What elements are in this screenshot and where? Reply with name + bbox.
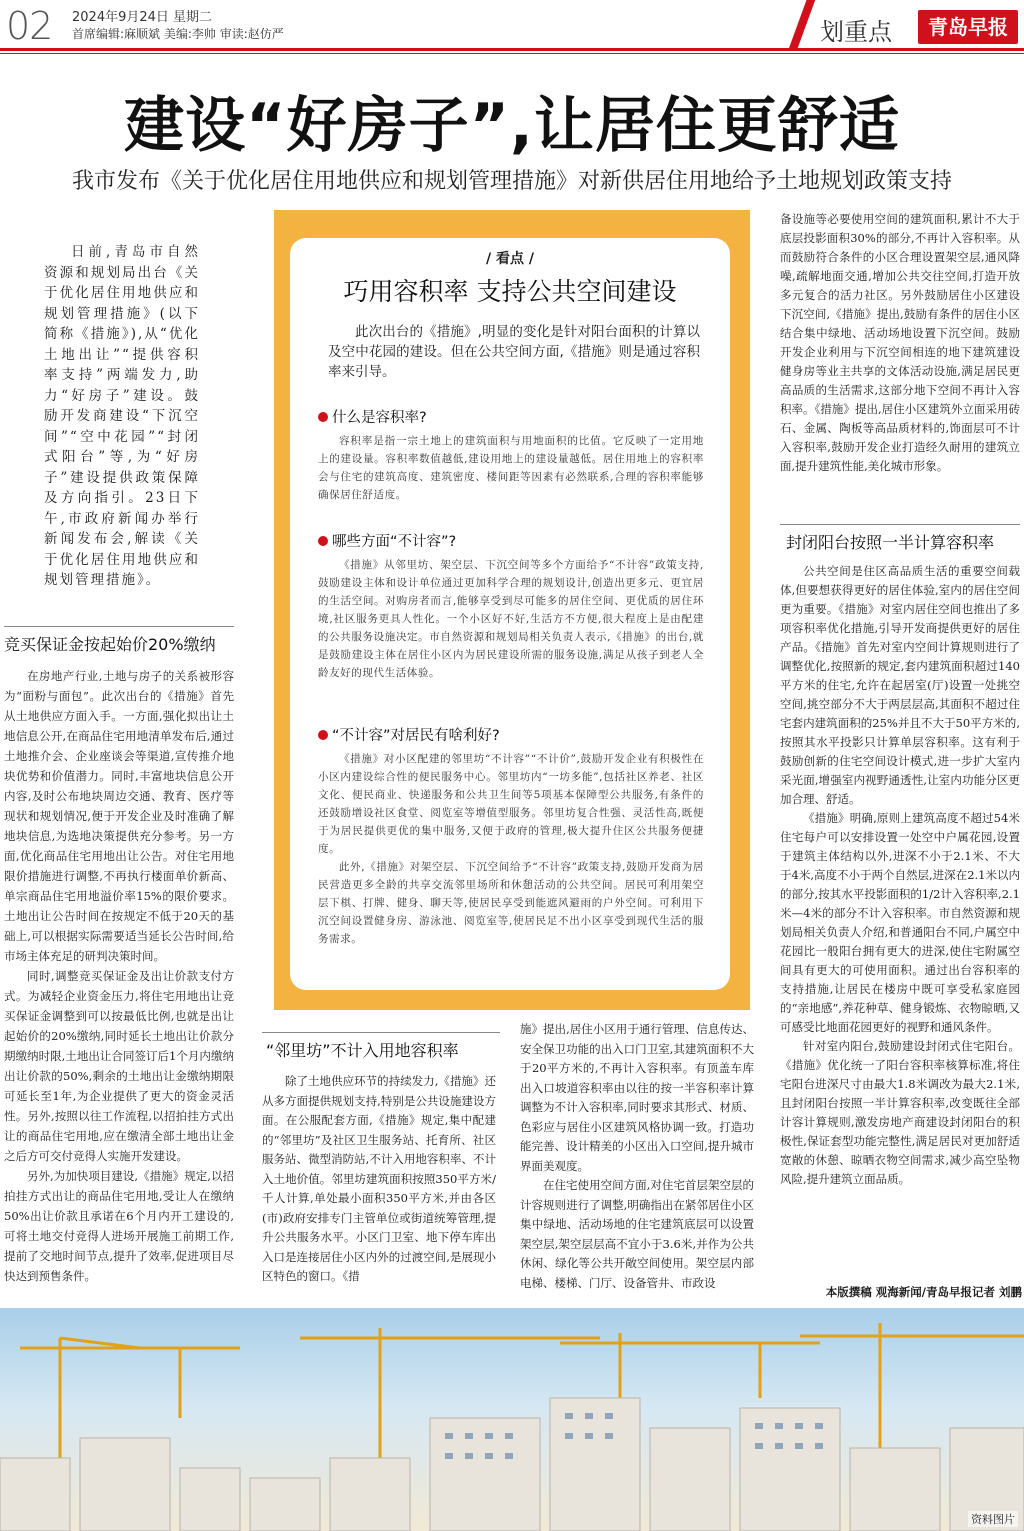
- bullet-dot-icon: [318, 412, 328, 422]
- paper-logo: 青岛早报: [918, 10, 1018, 44]
- left-paragraph: 另外,为加快项目建设,《措施》规定,以招拍挂方式出让的商品住宅用地,受让人在缴纳50%出让价款且承诺在6个月内开工建设的,可将土地交付竞得人进场开展施工前期工作,提前了交地时间节点,提升了效率,促进项目尽快达到预售条件。: [4, 1169, 234, 1283]
- question-2: 哪些方面“不计容”?: [318, 530, 456, 551]
- bullet-dot-icon: [318, 536, 328, 546]
- section-rule: [262, 1032, 500, 1033]
- middle-article-column-2: [520, 1020, 754, 1293]
- issue-date: 2024年9月24日 星期二: [72, 10, 213, 25]
- section-name: 划重点: [820, 18, 892, 46]
- box-title: 巧用容积率 支持公共空间建设: [343, 277, 677, 306]
- editor-credits: 首席编辑:麻顺斌 美编:李帅 审读:赵仿严: [72, 27, 284, 41]
- right-article-column: [780, 562, 1020, 1189]
- right-paragraph: 备设施等必要使用空间的建筑面积,累计不大于底层投影面积30%的部分,不再计入容积率。从而鼓励符合条件的小区合理设置架空层,通风降噪,疏解地面交通,增加公共交往空间,打造开放多元复合的活力社区。另外鼓励居住小区建设下沉空间,《措施》提出,鼓励有条件的居住小区结合集中绿地、活动场地设置下沉空间。鼓励开发企业利用与下沉空间相连的地下建筑建设健身房等业主共享的文体活动设施,满足居民更高品质的生活需求,这部分地下空间不再计入容积率。《措施》提出,居住小区建筑外立面采用砖石、金属、陶板等高品质材料的,饰面层可不计入容积率,鼓励开发企业打造经久耐用的建筑立面,提升建筑性能,美化城市形象。: [780, 212, 1020, 473]
- header-rule-thin: [0, 53, 1024, 54]
- middle-article-column-1: [262, 1072, 496, 1287]
- right-section-heading: 封闭阳台按照一半计算容积率: [786, 533, 995, 552]
- left-paragraph: 同时,调整竞买保证金及出让价款支付方式。为减轻企业资金压力,将住宅用地出让竞买保证金调整到可以按最低比例,也就是出让起始价的20%缴纳,同时延长土地出让价款分期缴纳时限,土地出让合同签订后1个月内缴纳出让价款的50%,剩余的土地出让金缴纳期限可延长至1年,为企业提供了更大的资金灵活性。另外,按照以往工作流程,以招拍挂方式出让的商品住宅用地,应在缴清全部土地出让金之后方可交付竞得人实施开发建设。: [4, 969, 234, 1163]
- page-number: 02: [6, 4, 53, 48]
- middle-paragraph: 除了土地供应环节的持续发力,《措施》还从多方面提供规划支持,特别是公共设施建设方面。在公服配套方面,《措施》规定,集中配建的“邻里坊”及社区卫生服务站、托育所、社区服务站、微型消防站,不计入用地容积率、不计入土地价值。邻里坊建筑面积按照350平方米/千人计算,单处最小面积350平方米,并由各区(市)政府安排专门主管单位或街道统筹管理,提升公共服务水平。小区门卫室、地下停车库出入口是连接居住小区内外的过渡空间,是展现小区特色的窗口。《措: [262, 1074, 496, 1283]
- right-paragraph: 《措施》明确,原则上建筑高度不超过54米住宅每户可以安排设置一处空中户属花园,设置于建筑主体结构以外,进深不小于2.1米、不大于4米,高度不小于两个自然层,进深在2.1米以内的部分,按其水平投影面积的1/2计入容积率,2.1米—4米的部分不计入容积率。市自然资源和规划局相关负责人介绍,和普通阳台不同,户属空中花园比一般阳台拥有更大的进深,使住宅附属空间具有更大的可使用面积。通过出台容积率的支持措施,让居民在楼房中既可享受私家庭园的“亲地感”,养花种草、健身锻炼、衣物晾晒,又可感受比地面花园更好的视野和通风条件。: [780, 811, 1020, 1034]
- intro-text: 日前,青岛市自然资源和规划局出台《关于优化居住用地供应和规划管理措施》(以下简称《措施》),从“优化土地出让”“提供容积率支持”两端发力,助力“好房子”建设。鼓励开发商建设“下沉空间”“空中花园”“封闭式阳台”等,为“好房子”建设提供政策保障及方向指引。23日下午,市政府新闻办举行新闻发布会,解读《关于优化居住用地供应和规划管理措施》。: [44, 244, 200, 588]
- section-rule: [4, 626, 234, 627]
- header-slash-decoration: [780, 0, 820, 50]
- byline: 本版撰稿 观海新闻/青岛早报记者 刘鹏: [825, 1285, 1022, 1299]
- box-lead: 此次出台的《措施》,明显的变化是针对阳台面积的计算以及空中花园的建设。但在公共空间方面,《措施》则是通过容积率来引导。: [328, 324, 700, 380]
- photo-credit: 资料图片: [968, 1511, 1018, 1527]
- left-article-column: [4, 666, 234, 1286]
- right-paragraph: 公共空间是住区高品质生活的重要空间载体,但要想获得更好的居住体验,室内的居住空间更为重要。《措施》对室内居住空间也推出了多项容积率优化措施,引导开发商提供更好的居住产品。《措施》首先对室内空间计算规则进行了调整优化,按照新的规定,套内建筑面积超过140平方米的住宅,允许在起居室(厅)设置一处挑空空间,挑空部分不大于两层层高,其面积不超过住宅套内建筑面积的25%并且不大于50平方米的,按照其水平投影只计算单层容积率。这有利于鼓励创新的住宅空间设计模式,进一步扩大室内采光面,增强室内视野通透性,让室内功能分区更加合理、舒适。: [780, 564, 1020, 806]
- section-rule: [780, 524, 1020, 525]
- question-3: “不计容”对居民有啥利好?: [318, 724, 500, 745]
- left-paragraph: 在房地产行业,土地与房子的关系被形容为“面粉与面包”。此次出台的《措施》首先从土地供应方面入手。一方面,强化拟出让土地信息公开,在商品住宅用地清单发布后,通过土地推介会、企业座谈会等渠道,宣传推介地块优势和价值潜力。同时,丰富地块信息公开内容,及时公布地块周边交通、教育、医疗等现状和规划情况,便于开发企业及时准确了解地块信息,为选地决策提供充分参考。另一方面,优化商品住宅用地出让公告。对住宅用地限价措施进行调整,不再执行楼面单价新高、单宗商品住宅用地溢价率15%的限价要求。土地出让公告时间在按规定不低于20天的基础上,可以根据实际需要适当延长公告时间,给市场主体充足的研判决策时间。: [4, 669, 234, 963]
- intro-paragraph: [44, 242, 200, 591]
- left-section-heading: 竞买保证金按起始价20%缴纳: [4, 635, 216, 654]
- box-tag: / 看点 /: [486, 251, 534, 267]
- question-1: 什么是容积率?: [318, 406, 427, 427]
- header-rule: [0, 48, 1024, 51]
- answer-1: 容积率是指一宗土地上的建筑面积与用地面积的比值。它反映了一定用地上的建设量。容积率数值越低,建设用地上的建设量越低。居住用地上的容积率会与住宅的建筑高度、建筑密度、楼间距等因素有必然联系,合理的容积率能够确保居住舒适度。: [318, 435, 704, 501]
- right-paragraph: 针对室内阳台,鼓励建设封闭式住宅阳台。《措施》优化统一了阳台容积率核算标准,将住宅阳台进深尺寸由最大1.8米调改为最大2.1米,且封闭阳台按照一半计算容积率,改变既往全部计容计算规则,激发房地产商建设封闭阳台的积极性,保证套型功能完整性,满足居民对更加舒适宽敞的休憩、晾晒衣物空间需求,减少高空坠物风险,提升建筑立面品质。: [780, 1039, 1020, 1186]
- bullet-dot-icon: [318, 730, 328, 740]
- construction-photo: [0, 1308, 1024, 1531]
- right-article-top: [780, 210, 1020, 476]
- construction-scene-illustration: [0, 1308, 1024, 1531]
- answer-3: 《措施》对小区配建的邻里坊“不计容”“不计价”,鼓励开发企业有积极性在小区内建设综合性的便民服务中心。邻里坊内“一坊多能”,包括社区养老、社区文化、便民商业、快递服务和公共卫生间等5项基本保障型公共服务,有条件的还鼓励增设社区食堂、阅览室等增值型服务。邻里坊复合性强、灵活性高,既便于为居民提供更优的集中服务,又便于政府的管理,极大提升住区公共服务便捷度。 此外,《措施》对架空层、下沉空间给予“不计容”政策支持,鼓励开发商为居民营造更多全龄的共享交流邻里场所和休憩活动的公共空间。居民可利用架空层下棋、打牌、健身、聊天等,使居民享受到能遮风避雨的户外空间。可利用下沉空间设置健身房、游泳池、阅览室等,使居民足不出小区享受到现代生活的服务需求。: [318, 753, 704, 945]
- subheadline: 我市发布《关于优化居住用地供应和规划管理措施》对新供居住用地给予土地规划政策支持: [71, 169, 952, 194]
- middle-section-heading: “邻里坊”不计入用地容积率: [266, 1041, 459, 1060]
- answer-2: 《措施》从邻里坊、架空层、下沉空间等多个方面给予“不计容”政策支持,鼓励建设主体和设计单位通过更加科学合理的规划设计,创造出更多元、更宜居的生活空间。对购房者而言,能够享受到尽可能多的居住空间、更优质的居住环境,社区服务更具人性化。一个小区好不好,生活方不方便,很大程度上是由配建的公共服务设施决定。市自然资源和规划局相关负责人表示,《措施》的出台,就是鼓励建设主体在居住小区内为居民建设所需的服务设施,满足从孩子到老人全龄友好的现代生活体验。: [318, 559, 704, 679]
- headline: 建设“好房子”,让居住更舒适: [124, 91, 900, 161]
- middle-paragraph: 在住宅使用空间方面,对住宅首层架空层的计容规则进行了调整,明确指出在紧邻居住小区集中绿地、活动场地的住宅建筑底层可以设置架空层,架空层层高不宜小于3.6米,并作为公共休闲、绿化等公共开敞空间使用。架空层内部电梯、楼梯、门厅、设备管井、市政设: [520, 1178, 754, 1290]
- middle-paragraph: 施》提出,居住小区用于通行管理、信息传达、安全保卫功能的出入口门卫室,其建筑面积不大于20平方米的,不再计入容积率。有顶盖车库出入口坡道容积率由以往的按一半容积率计算调整为不计入容积率,同时要求其形式、材质、色彩应与居住小区建筑风格协调一致。打造功能完善、设计精美的小区出入口空间,提升城市界面美观度。: [520, 1022, 754, 1173]
